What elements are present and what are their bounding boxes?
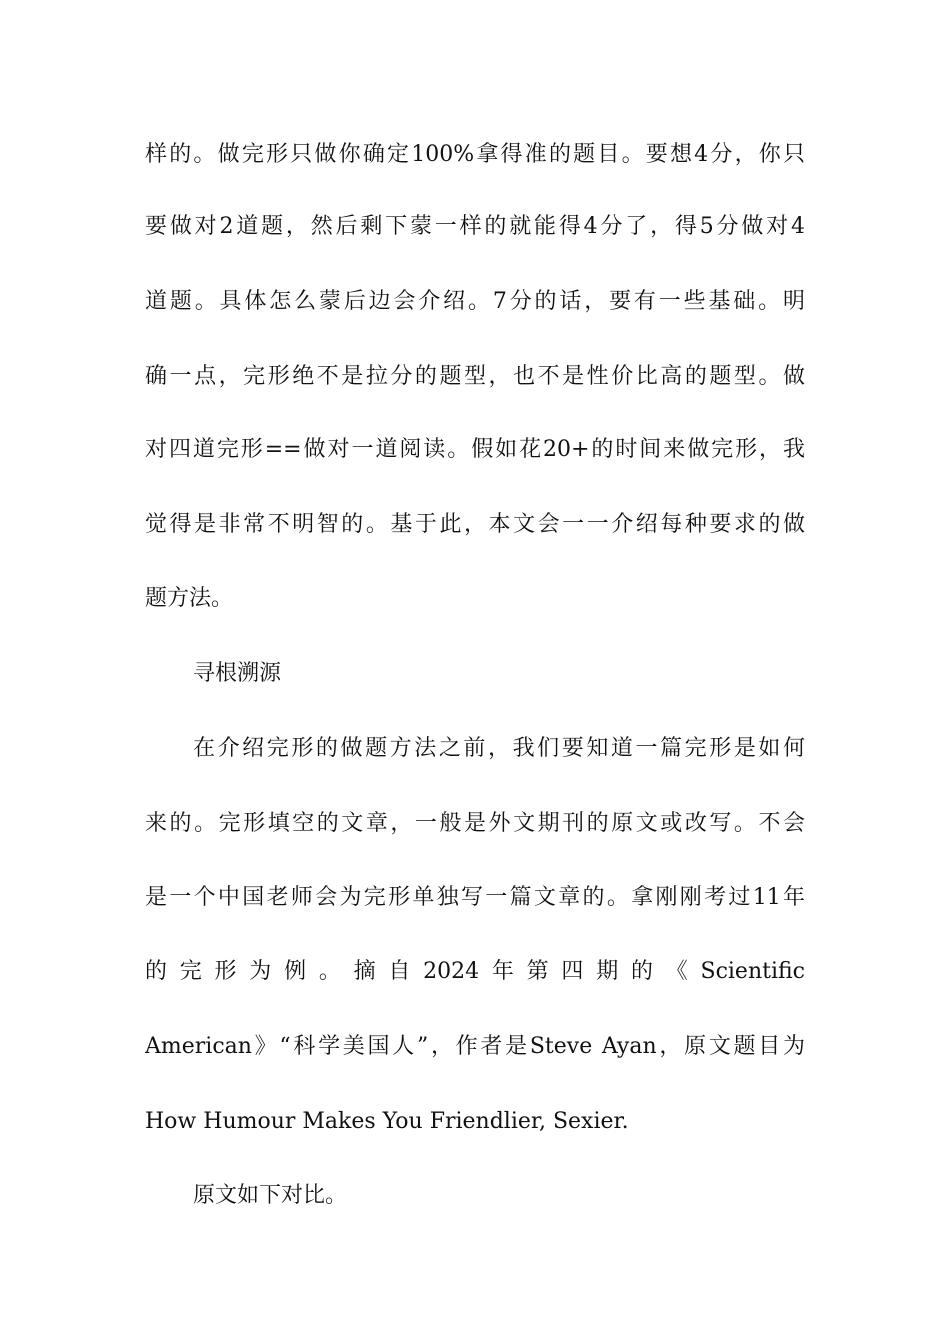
paragraph-line: 确一点，完形绝不是拉分的题型，也不是性价比高的题型。做: [145, 364, 805, 389]
paragraph-line: 是一个中国老师会为完形单独写一篇文章的。拿刚刚考过11年: [145, 885, 805, 910]
paragraph-line: 题方法。: [145, 586, 234, 611]
paragraph-line: 来的。完形填空的文章，一般是外文期刊的原文或改写。不会: [145, 811, 805, 836]
paragraph-line: American》“科学美国人”，作者是Steve Ayan，原文题目为: [145, 1034, 805, 1059]
paragraph-line: 要做对2道题，然后剩下蒙一样的就能得4分了，得5分做对4: [145, 214, 805, 239]
paragraph-line: How Humour Makes You Friendlier, Sexier.: [145, 1109, 629, 1134]
paragraph-line: 样的。做完形只做你确定100%拿得准的题目。要想4分，你只: [145, 142, 805, 167]
section-heading: 寻根溯源: [193, 661, 282, 686]
paragraph-line: 在介绍完形的做题方法之前，我们要知道一篇完形是如何: [193, 736, 805, 761]
paragraph-line: 的完形为例。摘自2024年第四期的《Scientific: [145, 959, 805, 984]
paragraph-line: 觉得是非常不明智的。基于此，本文会一一介绍每种要求的做: [145, 512, 805, 537]
paragraph-line: 原文如下对比。: [193, 1183, 348, 1208]
paragraph-line: 对四道完形==做对一道阅读。假如花20+的时间来做完形，我: [145, 437, 805, 462]
paragraph-line: 道题。具体怎么蒙后边会介绍。7分的话，要有一些基础。明: [145, 289, 805, 314]
